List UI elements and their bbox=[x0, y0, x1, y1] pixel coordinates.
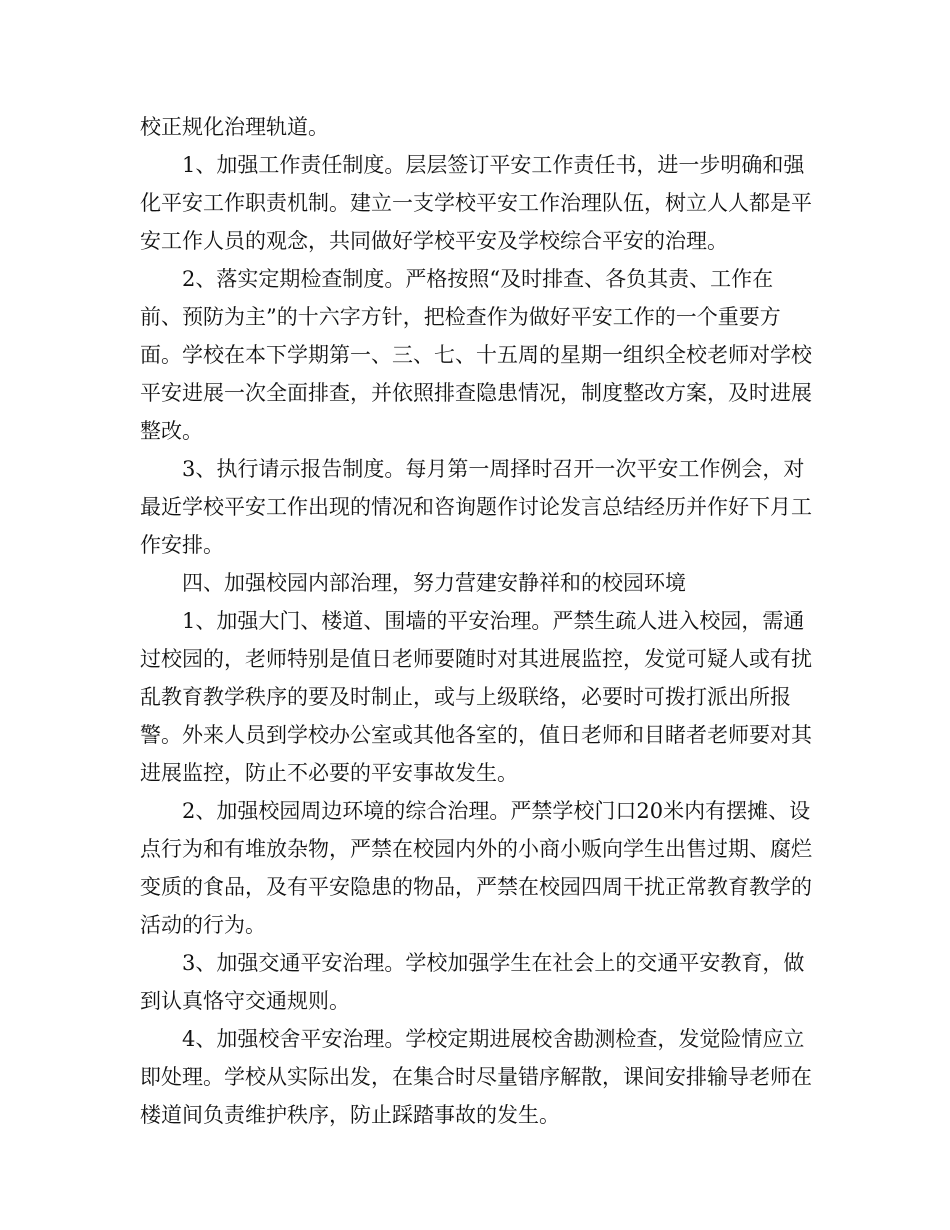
document-body bbox=[140, 108, 815, 1134]
paragraph-reporting-system: 3、执行请示报告制度。每月第一周择时召开一次平安工作例会，对最近学校平安工作出现的情况和咨询题作讨论发言总结经历并作好下月工作安排。 bbox=[140, 457, 812, 557]
paragraph-traffic-safety: 3、加强交通平安治理。学校加强学生在社会上的交通平安教育，做到认真恪守交通规则。 bbox=[140, 951, 805, 1013]
paragraph-regular-inspection: 2、落实定期检查制度。严格按照“及时排查、各负其责、工作在前、预防为主”的十六字方针，把检查作为做好平安工作的一个重要方面。学校在本下学期第一、三、七、十五周的星期一组织全校老师对学校平安进展一次全面排查，并依照排查隐患情况，制度整改方案，及时进展整改。 bbox=[140, 267, 812, 443]
paragraph-gate-safety: 1、加强大门、楼道、围墙的平安治理。严禁生疏人进入校园，需通过校园的，老师特别是值日老师要随时对其进展监控，发觉可疑人或有扰乱教育教学秩序的要及时制止，或与上级联络，必要时可拨打派出所报警。外来人员到学校办公室或其他各室的，值日老师和目睹者老师要对其进展监控，防止不必要的平安事故发生。 bbox=[140, 609, 812, 785]
paragraph-building-safety: 4、加强校舍平安治理。学校定期进展校舍勘测检查，发觉险情应立即处理。学校从实际出发，在集合时尽量错序解散，课间安排输导老师在楼道间负责维护秩序，防止踩踏事故的发生。 bbox=[140, 1027, 812, 1127]
section-heading-campus-management: 四、加强校园内部治理，努力营建安静祥和的校园环境 bbox=[182, 571, 686, 595]
paragraph-continuation: 校正规化治理轨道。 bbox=[140, 115, 329, 139]
paragraph-surroundings: 2、加强校园周边环境的综合治理。严禁学校门口20米内有摆摊、设点行为和有堆放杂物，严禁在校园内外的小商小贩向学生出售过期、腐烂变质的食品，及有平安隐患的物品，严禁在校园四周干扰正常教育教学的活动的行为。 bbox=[140, 799, 812, 937]
paragraph-work-responsibility: 1、加强工作责任制度。层层签订平安工作责任书，进一步明确和强化平安工作职责机制。建立一支学校平安工作治理队伍，树立人人都是平安工作人员的观念，共同做好学校平安及学校综合平安的治理。 bbox=[140, 153, 812, 253]
